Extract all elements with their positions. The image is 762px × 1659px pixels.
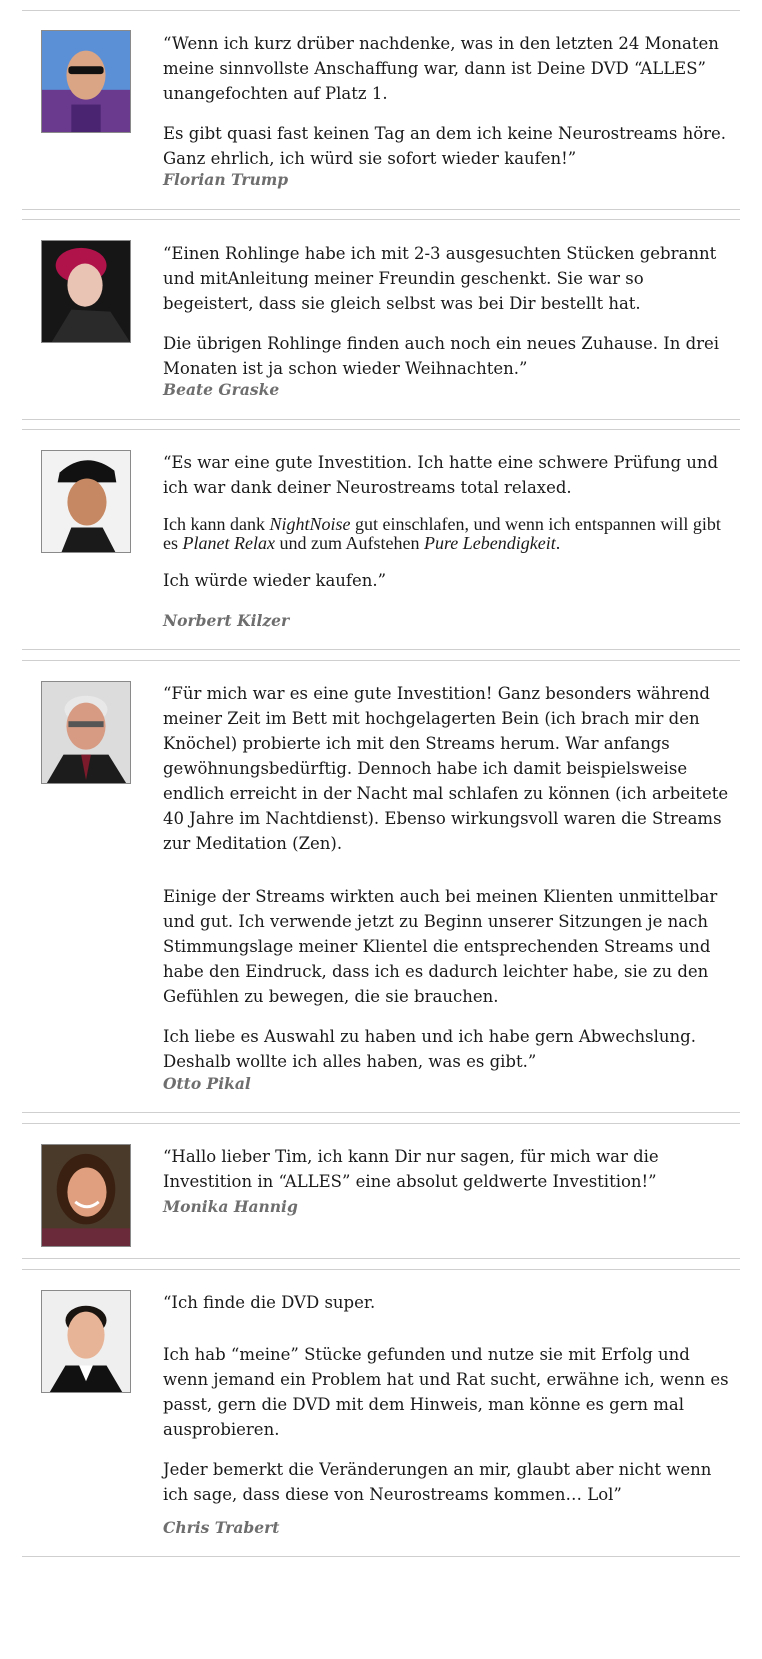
avatar: [41, 450, 131, 553]
testimonial-author: Norbert Kilzer: [163, 611, 290, 630]
testimonial-text-segment: .: [555, 533, 561, 553]
testimonial-author: Chris Trabert: [163, 1518, 280, 1537]
testimonial: [22, 0, 740, 210]
testimonial-paragraph: Ich liebe es Auswahl zu haben und ich habe gern Abwechslung. Deshalb wollte ich alles haben, was es gibt.”: [163, 1027, 696, 1071]
testimonial: [22, 430, 740, 650]
testimonial-text: [163, 31, 733, 171]
testimonial: [22, 1124, 740, 1259]
testimonial-paragraph: “Wenn ich kurz drüber nachdenke, was in den letzten 24 Monaten meine sinnvollste Anschaffung war, dann ist Deine DVD “ALLES” unangefochten auf Platz 1.: [163, 34, 719, 103]
testimonial-paragraph: [163, 515, 733, 553]
testimonial-author: Beate Graske: [163, 380, 280, 399]
avatar: [41, 240, 131, 343]
testimonial: [22, 661, 740, 1113]
stream-title: Planet Relax: [182, 533, 275, 553]
testimonial-paragraph: Jeder bemerkt die Veränderungen an mir, glaubt aber nicht wenn ich sage, dass diese von Neurostreams kommen… Lol”: [163, 1460, 712, 1504]
testimonial-paragraph: Die übrigen Rohlinge finden auch noch ein neues Zuhause. In drei Monaten ist ja schon wieder Weihnachten.”: [163, 334, 720, 378]
testimonial-paragraph: “Für mich war es eine gute Investition! Ganz besonders während meiner Zeit im Bett mit hochgelagerten Bein (ich brach mir den Knöchel) probierte ich mit den Streams herum. War anfangs gewöhnungsbedürftig. Dennoch habe ich damit beispielsweise endlich erreicht in der Nacht mal schlafen zu können (ich arbeitete 40 Jahre im Nachtdienst). Ebenso wirkungsvoll waren die Streams zur Meditation (Zen).: [163, 684, 729, 853]
testimonial-text: [163, 1144, 733, 1194]
testimonial-text: [163, 681, 733, 1074]
testimonial-paragraph: “Es war eine gute Investition. Ich hatte eine schwere Prüfung und ich war dank deiner Neurostreams total relaxed.: [163, 453, 719, 497]
avatar: [41, 1290, 131, 1393]
testimonial-author: Florian Trump: [163, 170, 289, 189]
avatar: [41, 681, 131, 784]
testimonial-paragraph: Einige der Streams wirkten auch bei meinen Klienten unmittelbar und gut. Ich verwende jetzt zu Beginn unserer Sitzungen je nach Stimmungslage meiner Klientel die entsprechenden Streams und habe den Eindruck, dass ich es dadurch leichter habe, sie zu den Gefühlen zu bewegen, die sie brauchen.: [163, 887, 718, 1006]
stream-title: Pure Lebendigkeit: [423, 533, 556, 553]
testimonial-paragraph: “Einen Rohlinge habe ich mit 2-3 ausgesuchten Stücken gebrannt und mitAnleitung meiner Freundin geschenkt. Sie war so begeistert, dass sie gleich selbst was bei Dir bestellt hat.: [163, 244, 717, 313]
testimonial-text: [163, 1290, 733, 1507]
testimonial-paragraph: Ich würde wieder kaufen.”: [163, 571, 387, 590]
stream-title: NightNoise: [269, 514, 351, 534]
testimonial-text: [163, 450, 733, 593]
testimonial: [22, 1270, 740, 1557]
testimonial-author: Monika Hannig: [163, 1197, 298, 1216]
testimonial-paragraph: Ich hab “meine” Stücke gefunden und nutze sie mit Erfolg und wenn jemand ein Problem hat und Rat sucht, erwähne ich, wenn es passt, gern die DVD mit dem Hinweis, man könne es gern mal ausprobieren.: [163, 1345, 729, 1439]
avatar: [41, 30, 131, 133]
testimonial-text-segment: Ich kann dank: [163, 514, 270, 534]
testimonial-text-segment: gut einschlafen, und wenn ich entspannen will gibt es: [163, 514, 721, 553]
avatar: [41, 1144, 131, 1247]
testimonial-paragraph: “Hallo lieber Tim, ich kann Dir nur sagen, für mich war die Investition in “ALLES” eine absolut geldwerte Investition!”: [163, 1147, 659, 1191]
testimonial-paragraph: Es gibt quasi fast keinen Tag an dem ich keine Neurostreams höre. Ganz ehrlich, ich würd sie sofort wieder kaufen!”: [163, 124, 727, 168]
testimonial-author: Otto Pikal: [163, 1074, 251, 1093]
testimonial-paragraph: “Ich finde die DVD super.: [163, 1293, 376, 1312]
testimonial: [22, 220, 740, 420]
testimonial-text: [163, 241, 733, 381]
testimonial-text-segment: und zum Aufstehen: [274, 533, 424, 553]
